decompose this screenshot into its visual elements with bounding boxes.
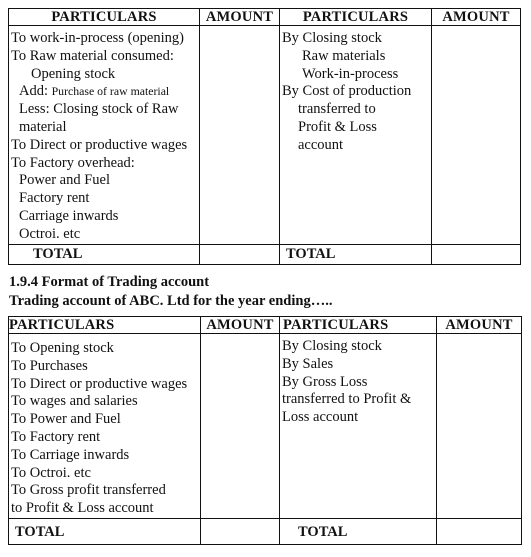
header-particulars-right: PARTICULARS	[280, 317, 437, 334]
particulars-line: Less: Closing stock of Raw	[19, 101, 179, 118]
particulars-line: To Direct or productive wages	[11, 375, 188, 392]
credit-particulars-list	[280, 26, 431, 155]
header-particulars-left: PARTICULARS	[9, 9, 200, 26]
total-amount-left	[200, 244, 280, 264]
particulars-line: Loss account	[282, 409, 359, 426]
particulars-line: Work-in-process	[302, 65, 399, 82]
total-label-right: TOTAL	[280, 519, 437, 545]
debit-particulars-list	[9, 26, 199, 244]
header-amount-right: AMOUNT	[432, 9, 521, 26]
header-particulars-right: PARTICULARS	[280, 9, 432, 26]
particulars-line: Add: Purchase of raw material	[19, 83, 170, 100]
credit-particulars-cell	[280, 26, 432, 245]
particulars-line: Power and Fuel	[19, 172, 111, 189]
debit-particulars-list	[9, 334, 200, 518]
total-label-right: TOTAL	[280, 244, 432, 264]
particulars-line: Carriage inwards	[19, 207, 119, 224]
section-subheading: Trading account of ABC. Ltd for the year ending…..	[9, 293, 333, 309]
debit-amount-cell	[201, 334, 280, 519]
credit-particulars-cell	[280, 334, 437, 519]
header-amount-left: AMOUNT	[200, 9, 280, 26]
particulars-line: material	[19, 118, 67, 135]
particulars-line: To Direct or productive wages	[11, 136, 188, 153]
particulars-line: To Opening stock	[11, 340, 114, 356]
particulars-line: To Octroi. etc	[11, 464, 91, 481]
particulars-line: By Sales	[282, 355, 334, 372]
header-particulars-left: PARTICULARS	[9, 317, 201, 334]
particulars-line: To work-in-process (opening)	[11, 30, 184, 46]
particulars-line: To Factory rent	[11, 428, 101, 445]
particulars-line: To wages and salaries	[11, 393, 138, 410]
particulars-line: transferred to Profit &	[282, 391, 412, 408]
header-amount-right: AMOUNT	[437, 317, 522, 334]
total-label-left: TOTAL	[9, 244, 200, 264]
credit-amount-cell	[432, 26, 521, 245]
trading-account-table	[8, 316, 522, 545]
particulars-line: To Purchases	[11, 357, 88, 374]
particulars-line: To Raw material consumed:	[11, 47, 174, 64]
debit-particulars-cell	[9, 26, 200, 245]
total-amount-left	[201, 519, 280, 545]
particulars-line: to Profit & Loss account	[11, 500, 154, 517]
total-amount-right	[432, 244, 521, 264]
debit-amount-cell	[200, 26, 280, 245]
total-label-left: TOTAL	[9, 519, 201, 545]
particulars-line: Profit & Loss	[298, 118, 377, 135]
particulars-line: Opening stock	[31, 65, 116, 82]
particulars-line: By Closing stock	[282, 338, 382, 354]
particulars-line: By Cost of production	[282, 83, 412, 100]
particulars-line: Factory rent	[19, 190, 90, 207]
particulars-line: Octroi. etc	[19, 225, 81, 242]
total-amount-right	[437, 519, 522, 545]
particulars-line: By Gross Loss	[282, 373, 368, 390]
debit-particulars-cell	[9, 334, 201, 519]
particulars-line: To Gross profit transferred	[11, 482, 166, 499]
particulars-line: account	[298, 136, 344, 153]
particulars-line: To Factory overhead:	[11, 154, 135, 171]
particulars-line: transferred to	[298, 101, 376, 118]
credit-particulars-list	[280, 334, 436, 427]
particulars-line: To Power and Fuel	[11, 411, 121, 428]
credit-amount-cell	[437, 334, 522, 519]
particulars-line: Raw materials	[302, 47, 386, 64]
header-amount-left: AMOUNT	[201, 317, 280, 334]
manufacturing-account-table	[8, 8, 521, 265]
particulars-line: By Closing stock	[282, 30, 382, 46]
particulars-line: To Carriage inwards	[11, 446, 130, 463]
section-heading: 1.9.4 Format of Trading account	[9, 274, 210, 290]
